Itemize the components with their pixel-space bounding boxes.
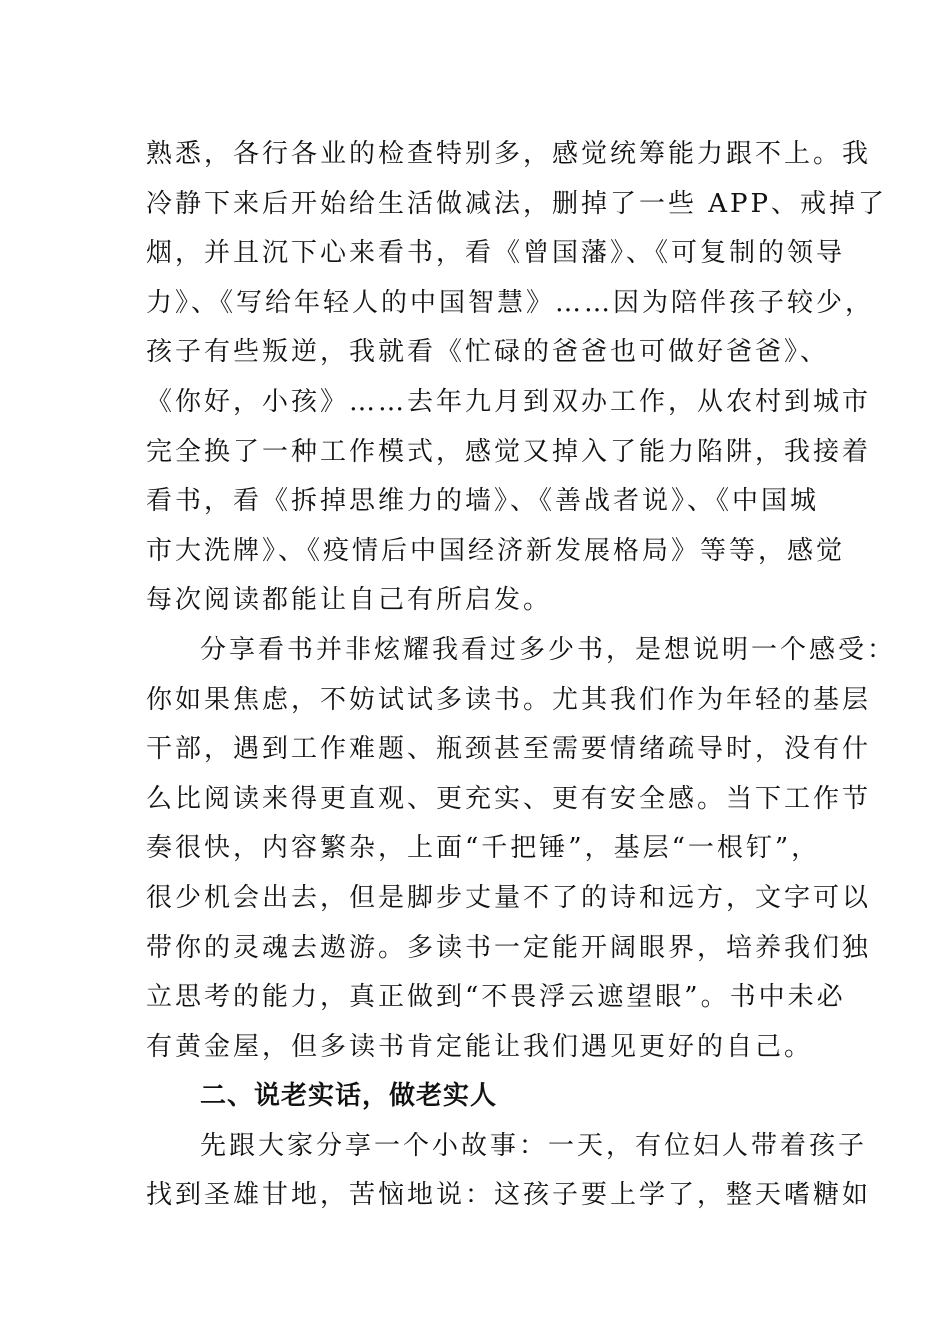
paragraph-1 [146, 130, 888, 626]
text-line: 冷静下来后开始给生活做减法，删掉了一些 APP、戒掉了 [146, 188, 888, 219]
text-line: 有黄金屋，但多读书肯定能让我们遇见更好的自己。 [146, 1031, 814, 1062]
text-line: 孩子有些叛逆，我就看《忙碌的爸爸也可做好爸爸》、 [146, 337, 830, 368]
text-line: 带你的灵魂去遨游。多读书一定能开阔眼界，培养我们独 [146, 932, 872, 963]
text-line: 完全换了一种工作模式，感觉又掉入了能力陷阱，我接着 [146, 436, 872, 467]
text-line: 分享看书并非炫耀我看过多少书，是想说明一个感受： [200, 634, 897, 665]
body-text [146, 130, 897, 1221]
text-line: 很少机会出去，但是脚步丈量不了的诗和远方，文字可以 [146, 882, 872, 913]
text-line: 先跟大家分享一个小故事：一天，有位妇人带着孩子 [200, 1130, 868, 1161]
text-line: 立思考的能力，真正做到“不畏浮云遮望眼”。书中未必 [146, 982, 846, 1013]
paragraph-2 [146, 626, 897, 1072]
paragraph-3 [146, 1122, 872, 1221]
text-line: 么比阅读来得更直观、更充实、更有安全感。当下工作节 [146, 783, 872, 814]
text-line: 市大洗牌》、《疫情后中国经济新发展格局》等等，感觉 [146, 535, 846, 566]
text-line: 你如果焦虑，不妨试试多读书。尤其我们作为年轻的基层 [146, 684, 872, 715]
section-heading: 二、说老实话，做老实人 [200, 1081, 498, 1112]
text-line: 《你好，小孩》……去年九月到双办工作，从农村到城市 [146, 386, 872, 417]
text-line: 找到圣雄甘地，苦恼地说：这孩子要上学了，整天嗜糖如 [146, 1180, 872, 1211]
text-line: 每次阅读都能让自己有所启发。 [146, 585, 553, 616]
text-line: 熟悉，各行各业的检查特别多，感觉统筹能力跟不上。我 [146, 139, 872, 169]
text-line: 奏很快，内容繁杂，上面“千把锤”，基层“一根钉”， [146, 833, 821, 864]
text-line: 看书，看《拆掉思维力的墙》、《善战者说》、《中国城 [146, 486, 820, 517]
text-line: 烟，并且沉下心来看书，看《曾国藩》、《可复制的领导 [146, 238, 846, 269]
text-line: 干部，遇到工作难题、瓶颈甚至需要情绪疏导时，没有什 [146, 734, 872, 765]
text-line: 力》、《写给年轻人的中国智慧》……因为陪伴孩子较少， [146, 287, 875, 318]
